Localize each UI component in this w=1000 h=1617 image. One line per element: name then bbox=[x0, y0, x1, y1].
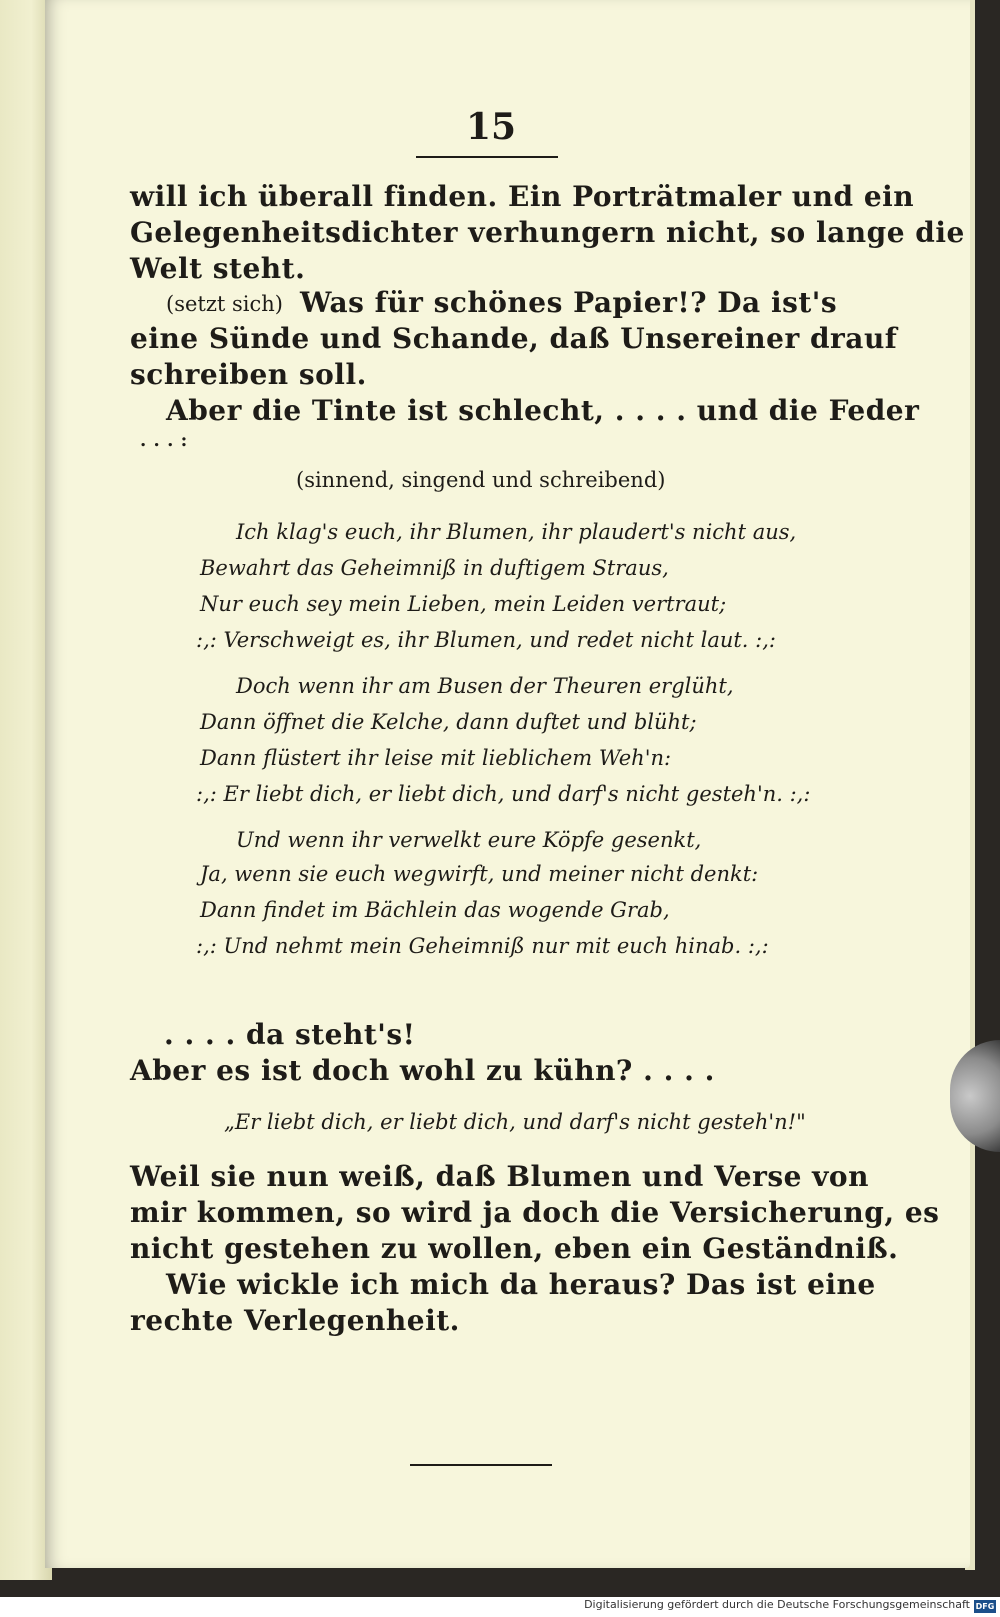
song-stanza-2-line-1: Doch wenn ihr am Busen der Theuren erglüht, bbox=[236, 674, 734, 698]
song-stanza-1-line-1: Ich klag's euch, ihr Blumen, ihr plaudert's nicht aus, bbox=[236, 520, 797, 544]
line-aber-kuehn: Aber es ist doch wohl zu kühn? . . . . bbox=[130, 1054, 715, 1087]
paragraph-3-cont: . . . : bbox=[140, 430, 188, 451]
song-stanza-1-line-2: Bewahrt das Geheimniß in duftigem Straus, bbox=[200, 556, 669, 580]
paragraph-1-line-3: Welt steht. bbox=[130, 252, 306, 285]
paragraph-2-line-3: schreiben soll. bbox=[130, 358, 367, 391]
stage-direction-singing: (sinnend, singend und schreibend) bbox=[296, 468, 666, 492]
song-stanza-3-line-3: Dann findet im Bächlein das wogende Grab, bbox=[200, 898, 670, 922]
song-stanza-3-line-2: Ja, wenn sie euch wegwirft, und meiner nicht denkt: bbox=[200, 862, 759, 886]
song-stanza-2-line-2: Dann öffnet die Kelche, dann duftet und blüht; bbox=[200, 710, 697, 734]
paragraph-5-line-2: rechte Verlegenheit. bbox=[130, 1304, 460, 1337]
song-stanza-1-line-4: :,: Verschweigt es, ihr Blumen, und redet nicht laut. :,: bbox=[196, 628, 776, 652]
paragraph-4-line-1: Weil sie nun weiß, daß Blumen und Verse von bbox=[130, 1160, 869, 1193]
song-stanza-1-line-3: Nur euch sey mein Lieben, mein Leiden vertraut; bbox=[200, 592, 727, 616]
line-da-stehts: . . . . da steht's! bbox=[164, 1018, 416, 1051]
song-stanza-3-line-1: Und wenn ihr verwelkt eure Köpfe gesenkt, bbox=[236, 828, 702, 852]
song-stanza-2-line-4: :,: Er liebt dich, er liebt dich, und darf's nicht gesteh'n. :,: bbox=[196, 782, 811, 806]
paragraph-4-line-3: nicht gestehen zu wollen, eben ein Geständniß. bbox=[130, 1232, 899, 1265]
paragraph-2-line-1: Was für schönes Papier!? Da ist's bbox=[300, 286, 838, 319]
page-number: 15 bbox=[466, 106, 517, 148]
song-stanza-3-line-4: :,: Und nehmt mein Geheimniß nur mit euch hinab. :,: bbox=[196, 934, 769, 958]
paragraph-1-line-1: will ich überall finden. Ein Porträtmaler und ein bbox=[130, 180, 915, 213]
quote-line: „Er liebt dich, er liebt dich, und darf's nicht gesteh'n!" bbox=[224, 1110, 806, 1134]
digitization-credit: Digitalisierung gefördert durch die Deutsche Forschungsgemeinschaft bbox=[584, 1598, 970, 1611]
footer-rule bbox=[410, 1464, 552, 1466]
paragraph-5-line-1: Wie wickle ich mich da heraus? Das ist eine bbox=[166, 1268, 876, 1301]
paragraph-3: Aber die Tinte ist schlecht, . . . . und die Feder bbox=[166, 394, 920, 427]
header-rule bbox=[416, 156, 558, 158]
paragraph-1-line-2: Gelegenheitsdichter verhungern nicht, so lange die bbox=[130, 216, 965, 249]
paragraph-4-line-2: mir kommen, so wird ja doch die Versicherung, es bbox=[130, 1196, 940, 1229]
song-stanza-2-line-3: Dann flüstert ihr leise mit lieblichem Weh'n: bbox=[200, 746, 672, 770]
stage-direction-sits: (setzt sich) bbox=[166, 292, 283, 316]
dfg-logo: DFG bbox=[975, 1602, 995, 1611]
paragraph-2-line-2: eine Sünde und Schande, daß Unsereiner drauf bbox=[130, 322, 898, 355]
